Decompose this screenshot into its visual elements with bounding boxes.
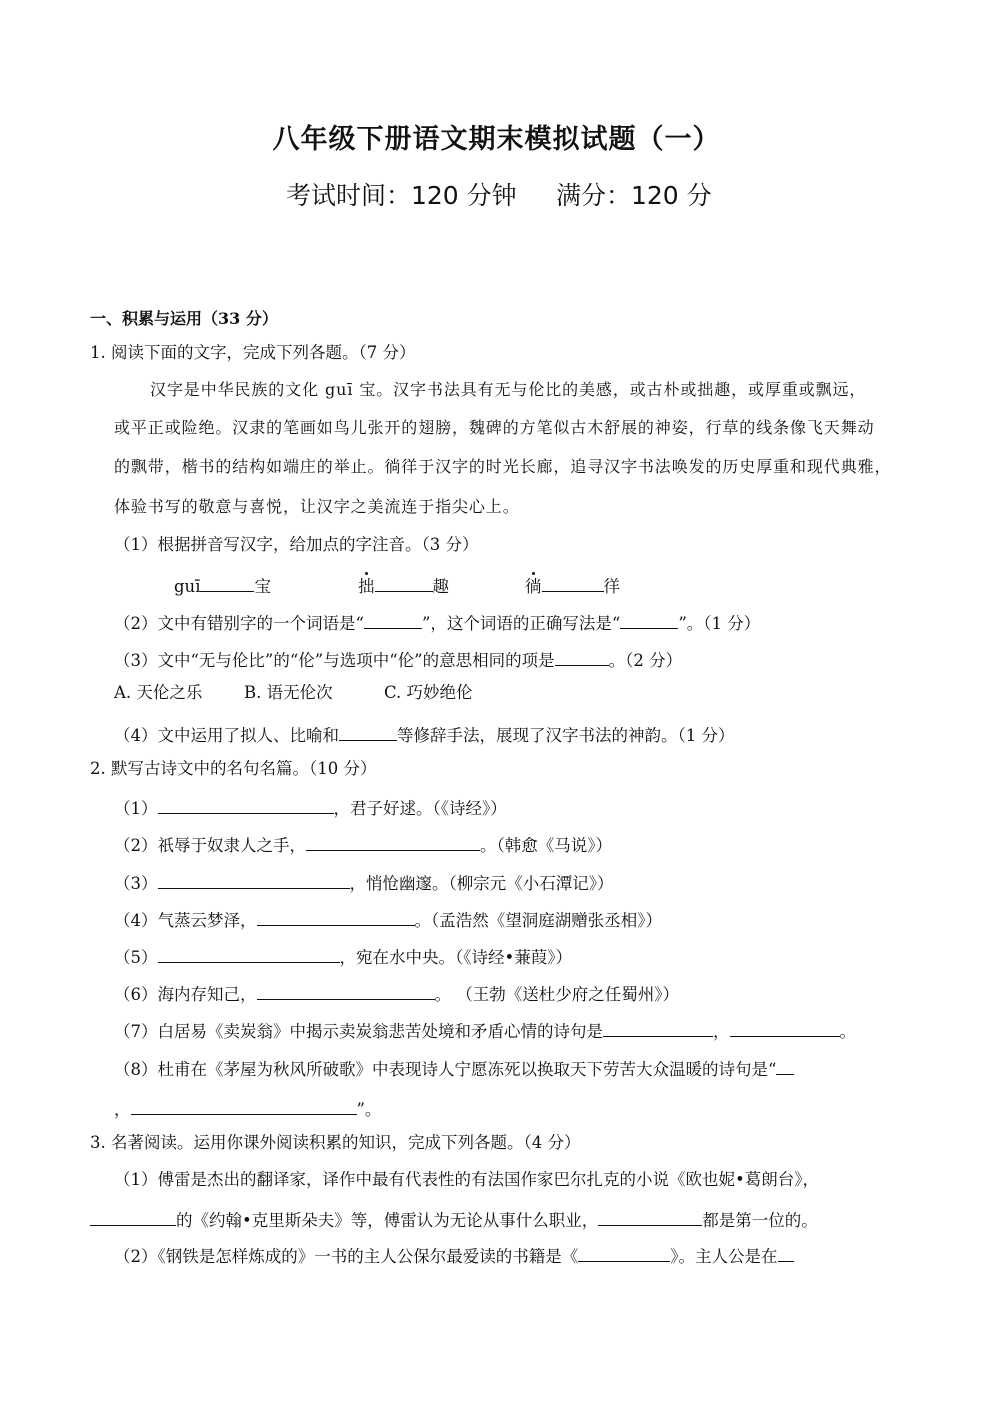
- section-heading: 一、积累与运用（33 分）: [90, 309, 278, 328]
- blank-input[interactable]: [364, 610, 422, 629]
- blank-input[interactable]: [730, 1018, 840, 1037]
- text: 。（2 分）: [608, 651, 683, 670]
- text: 》。主人公是在: [670, 1247, 778, 1266]
- blank-input[interactable]: [555, 647, 609, 666]
- blank-input[interactable]: [778, 1243, 794, 1262]
- blank-input[interactable]: [90, 1207, 176, 1226]
- blank-input[interactable]: [200, 573, 254, 592]
- blank-input[interactable]: [339, 722, 397, 741]
- pinyin-text: guī: [174, 577, 201, 596]
- q1-sub1: （1）根据拼音写汉字，给加点的字注音。（3 分）: [114, 535, 479, 554]
- dotted-char: 徜: [525, 577, 542, 596]
- q2-item: [114, 870, 614, 894]
- q2-item: [114, 944, 572, 968]
- text: （4）气蒸云梦泽，: [114, 911, 257, 930]
- blank-input[interactable]: [158, 870, 350, 889]
- option-a[interactable]: A. 天伦之乐: [114, 683, 203, 702]
- text: （1）: [114, 799, 158, 818]
- text: （2）祇辱于奴隶人之手，: [114, 836, 306, 855]
- text: （7）白居易《卖炭翁》中揭示卖炭翁悲苦处境和矛盾心情的诗句是: [114, 1022, 603, 1041]
- text: ，悄怆幽邃。（柳宗元《小石潭记》）: [349, 874, 614, 893]
- text: ”。: [356, 1100, 382, 1119]
- q2-item: [114, 981, 679, 1005]
- text: 。: [839, 1022, 856, 1041]
- text: ，君子好逑。（《诗经》）: [333, 799, 507, 818]
- dotted-char: 拙: [358, 577, 375, 596]
- exam-time: 考试时间：120 分钟: [286, 181, 517, 210]
- full-score: 满分：120 分: [556, 181, 712, 210]
- text: （3）文中“无与伦比”的“伦”与选项中“伦”的意思相同的项是: [114, 651, 555, 670]
- text: ”，这个词语的正确写法是“: [421, 614, 621, 633]
- q2-stem: 2. 默写古诗文中的名句名篇。（10 分）: [90, 759, 377, 778]
- text: （8）杜甫在《茅屋为秋风所破歌》中表现诗人宁愿冻死以换取天下劳苦大众温暖的诗句是“: [114, 1060, 777, 1079]
- q1-stem: 1. 阅读下面的文字，完成下列各题。（7 分）: [90, 343, 416, 362]
- q2-item-continued: [114, 1096, 381, 1120]
- blank-input[interactable]: [306, 832, 480, 851]
- text: ，: [713, 1022, 730, 1041]
- text: ，: [114, 1100, 131, 1119]
- fill-char: 徉: [603, 577, 620, 596]
- blank-input[interactable]: [131, 1096, 357, 1115]
- option-c[interactable]: C. 巧妙绝伦: [384, 683, 473, 702]
- text: （2）《钢铁是怎样炼成的》一书的主人公保尔最爱读的书籍是《: [114, 1247, 579, 1266]
- q1-sub2: [114, 610, 760, 634]
- q3-sub1: （1）傅雷是杰出的翻译家，译作中最有代表性的有法国作家巴尔扎克的小说《欧也妮•葛朗台》，: [114, 1170, 819, 1189]
- q3-sub2: [114, 1243, 794, 1267]
- text: （6）海内存知己，: [114, 985, 257, 1004]
- blank-input[interactable]: [257, 907, 415, 926]
- blank-input[interactable]: [598, 1207, 702, 1226]
- q1-sub4: [114, 722, 735, 746]
- q3-stem: 3. 名著阅读。运用你课外阅读积累的知识，完成下列各题。（4 分）: [90, 1133, 581, 1152]
- text: 的《约翰•克里斯朵夫》等，傅雷认为无论从事什么职业，: [176, 1211, 599, 1230]
- q2-item: [114, 795, 507, 819]
- text: 都是第一位的。: [702, 1211, 818, 1230]
- option-b[interactable]: B. 语无伦次: [244, 683, 333, 702]
- blank-input[interactable]: [776, 1056, 794, 1075]
- page-title: 八年级下册语文期末模拟试题（一）: [272, 124, 721, 155]
- blank-input[interactable]: [375, 573, 433, 592]
- text: ”。（1 分）: [678, 614, 761, 633]
- blank-input[interactable]: [158, 944, 340, 963]
- passage-line: 体验书写的敬意与喜悦，让汉字之美流连于指尖心上。: [114, 497, 520, 516]
- blank-input[interactable]: [578, 1243, 670, 1262]
- text: 。（孟浩然《望洞庭湖赠张丞相》）: [414, 911, 662, 930]
- passage-line: 的飘带，楷书的结构如端庄的举止。徜徉于汉字的时光长廊，追寻汉字书法唤发的历史厚重和现代典雅，: [114, 457, 892, 476]
- text: （5）: [114, 948, 158, 967]
- text: （3）: [114, 874, 158, 893]
- q2-item: [114, 907, 662, 931]
- q2-item: [114, 1056, 794, 1080]
- fill-char: 趣: [432, 577, 449, 596]
- pinyin-fill-row: [174, 573, 271, 597]
- zhuyin-fill-row: [358, 573, 449, 597]
- blank-input[interactable]: [603, 1018, 713, 1037]
- zhuyin-fill-row: [525, 573, 620, 597]
- passage-line: 或平正或险绝。汉隶的笔画如鸟儿张开的翅膀，魏碑的方笔似古木舒展的神姿，行草的线条像飞天舞动: [114, 418, 875, 437]
- text: （4）文中运用了拟人、比喻和: [114, 726, 339, 745]
- text: ，宛在水中央。（《诗经•蒹葭》）: [339, 948, 572, 967]
- fill-char: 宝: [254, 577, 271, 596]
- blank-input[interactable]: [620, 610, 678, 629]
- passage-line: 汉字是中华民族的文化 guī 宝。汉字书法具有无与伦比的美感，或古朴或拙趣，或厚重或飘远，: [150, 380, 867, 399]
- blank-input[interactable]: [542, 573, 604, 592]
- text: 等修辞手法，展现了汉字书法的神韵。（1 分）: [397, 726, 735, 745]
- blank-input[interactable]: [257, 981, 435, 1000]
- blank-input[interactable]: [158, 795, 334, 814]
- q1-sub3: [114, 647, 682, 671]
- text: 。（韩愈《马说》）: [480, 836, 612, 855]
- text: 。 （王勃《送杜少府之任蜀州》）: [434, 985, 679, 1004]
- q2-item: [114, 832, 612, 856]
- text: （2）文中有错别字的一个词语是“: [114, 614, 364, 633]
- q2-item: [114, 1018, 856, 1042]
- q3-sub1-continued: [90, 1207, 818, 1231]
